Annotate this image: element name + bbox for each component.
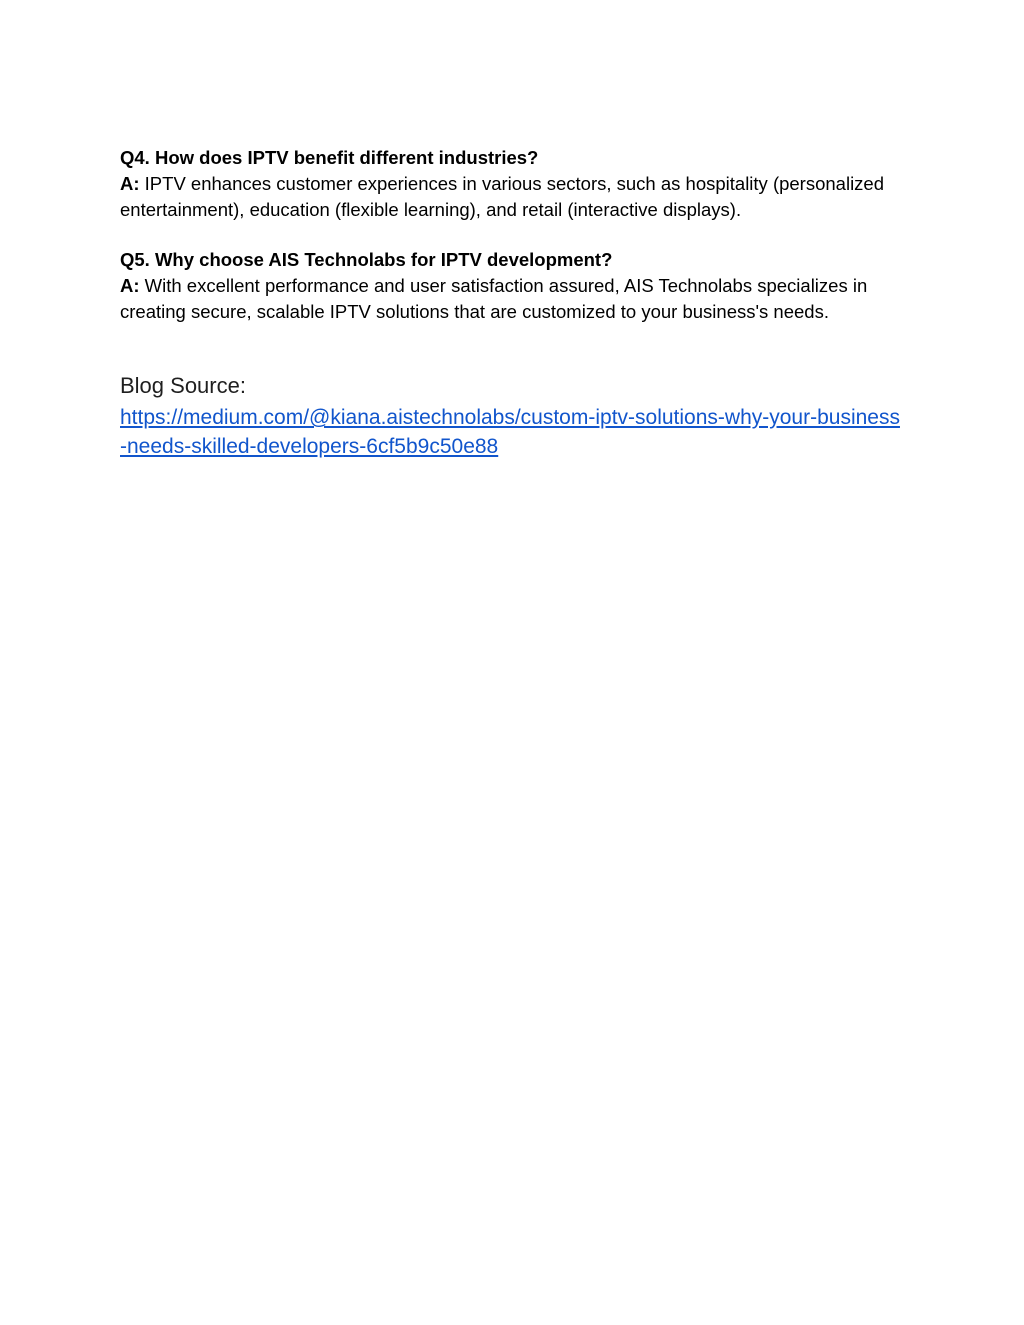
- faq-item-q4: [120, 145, 910, 223]
- blog-source-section: [120, 371, 910, 461]
- blog-source-link[interactable]: https://medium.com/@kiana.aistechnolabs/custom-iptv-solutions-why-your-business-needs-skilled-developers-6cf5b9c50e88: [120, 406, 900, 458]
- blog-source-heading: Blog Source:: [120, 373, 246, 398]
- faq-item-q5: [120, 247, 910, 325]
- faq-question: Q5. Why choose AIS Technolabs for IPTV development?: [120, 249, 613, 270]
- answer-prefix: A:: [120, 275, 140, 296]
- answer-prefix: A:: [120, 173, 140, 194]
- faq-answer: [120, 273, 910, 325]
- document-page: [120, 145, 910, 461]
- answer-text: With excellent performance and user satisfaction assured, AIS Technolabs specializes in creating secure, scalable IPTV solutions that are customized to your business's needs.: [120, 275, 868, 322]
- answer-text: IPTV enhances customer experiences in various sectors, such as hospitality (personalized entertainment), education (flexible learning), and retail (interactive displays).: [120, 173, 885, 220]
- faq-question: Q4. How does IPTV benefit different industries?: [120, 147, 539, 168]
- faq-answer: [120, 171, 910, 223]
